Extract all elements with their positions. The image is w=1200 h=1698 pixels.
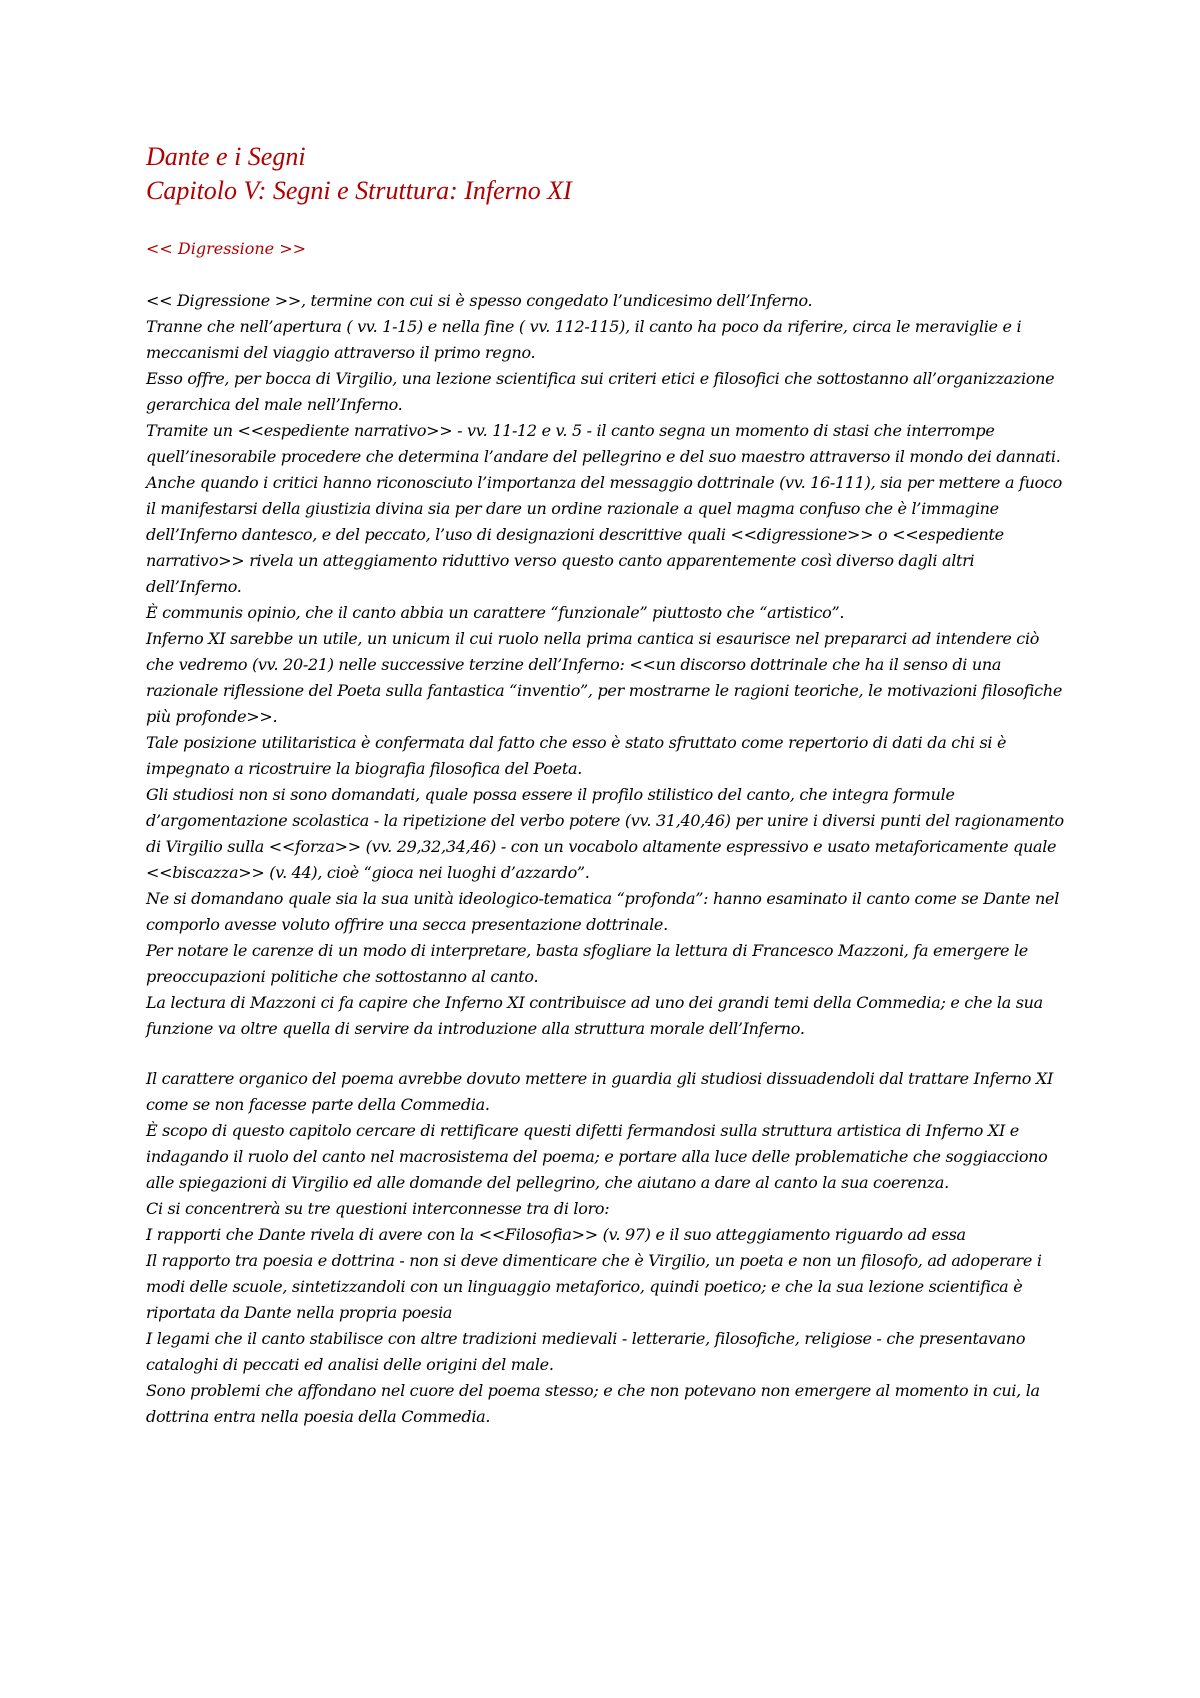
title-line-1: Dante e i Segni: [146, 142, 306, 171]
paragraph: È scopo di questo capitolo cercare di rettificare questi difetti fermandosi sulla struttura artistica di Inferno XI e indagando il ruolo del canto nel macrosistema del poema; e portare alla luce delle problematiche che soggiacciono alle spiegazioni di Virgilio ed alle domande del pellegrino, che aiutano a dare al canto la sua coerenza.: [146, 1121, 1048, 1192]
text-block: [146, 288, 1066, 1042]
paragraph: << Digressione >>, termine con cui si è spesso congedato l’undicesimo dell’Inferno.: [146, 291, 813, 310]
paragraph: Il carattere organico del poema avrebbe dovuto mettere in guardia gli studiosi dissuadendoli dal trattare Inferno XI come se non facesse parte della Commedia.: [146, 1069, 1054, 1114]
paragraph: La lectura di Mazzoni ci fa capire che Inferno XI contribuisce ad uno dei grandi temi della Commedia; e che la sua funzione va oltre quella di servire da introduzione alla struttura morale dell’Inferno.: [146, 993, 1043, 1038]
paragraph: Gli studiosi non si sono domandati, quale possa essere il profilo stilistico del canto, che integra formule d’argomentazione scolastica - la ripetizione del verbo potere (vv. 31,40,46) per unire i diversi punti del ragionamento di Virgilio sulla <<forza>> (vv. 29,32,34,46) - con un vocabolo altamente espressivo e usato metaforicamente quale <<biscazza>> (v. 44), cioè “gioca nei luoghi d’azzardo”.: [146, 785, 1064, 882]
document-title: [146, 140, 1066, 208]
paragraph: Il rapporto tra poesia e dottrina - non si deve dimenticare che è Virgilio, un poeta e non un filosofo, ad adoperare i modi delle scuole, sintetizzandoli con un linguaggio metaforico, quindi poetico; e che la sua lezione scientifica è riportata da Dante nella propria poesia: [146, 1251, 1042, 1322]
paragraph: Ci si concentrerà su tre questioni interconnesse tra di loro:: [146, 1199, 610, 1218]
section-heading: << Digressione >>: [146, 239, 307, 258]
paragraph: Tale posizione utilitaristica è confermata dal fatto che esso è stato sfruttato come repertorio di dati da chi si è impegnato a ricostruire la biografia filosofica del Poeta.: [146, 733, 1007, 778]
paragraph: Per notare le carenze di un modo di interpretare, basta sfogliare la lettura di Francesco Mazzoni, fa emergere le preoccupazioni politiche che sottostanno al canto.: [146, 941, 1028, 986]
paragraph: I rapporti che Dante rivela di avere con la <<Filosofia>> (v. 97) e il suo atteggiamento riguardo ad essa: [146, 1225, 966, 1244]
paragraph: Tramite un <<espediente narrativo>> - vv. 11-12 e v. 5 - il canto segna un momento di stasi che interrompe quell’inesorabile procedere che determina l’andare del pellegrino e del suo maestro attraverso il mondo dei dannati.: [146, 421, 1061, 466]
text-block: [146, 1066, 1066, 1430]
paragraph: Tranne che nell’apertura ( vv. 1-15) e nella fine ( vv. 112-115), il canto ha poco da riferire, circa le meraviglie e i meccanismi del viaggio attraverso il primo regno.: [146, 317, 1022, 362]
paragraph: Inferno XI sarebbe un utile, un unicum il cui ruolo nella prima cantica si esaurisce nel prepararci ad intendere ciò che vedremo (vv. 20-21) nelle successive terzine dell’Inferno: <<un discorso dottrinale che ha il senso di una razionale riflessione del Poeta sulla fantastica “inventio”, per mostrarne le ragioni teoriche, le motivazioni filosofiche più profonde>>.: [146, 629, 1063, 726]
paragraph: Anche quando i critici hanno riconosciuto l’importanza del messaggio dottrinale (vv. 16-111), sia per mettere a fuoco il manifestarsi della giustizia divina sia per dare un ordine razionale a quel magma confuso che è l’immagine dell’Inferno dantesco, e del peccato, l’uso di designazioni descrittive quali <<digressione>> o <<espediente narrativo>> rivela un atteggiamento riduttivo verso questo canto apparentemente così diverso dagli altri dell’Inferno.: [146, 473, 1062, 596]
paragraph: I legami che il canto stabilisce con altre tradizioni medievali - letterarie, filosofiche, religiose - che presentavano cataloghi di peccati ed analisi delle origini del male.: [146, 1329, 1026, 1374]
body-text: [146, 288, 1066, 1430]
paragraph: Ne si domandano quale sia la sua unità ideologico-tematica “profonda”: hanno esaminato il canto come se Dante nel comporlo avesse voluto offrire una secca presentazione dottrinale.: [146, 889, 1060, 934]
paragraph: Sono problemi che affondano nel cuore del poema stesso; e che non potevano non emergere al momento in cui, la dottrina entra nella poesia della Commedia.: [146, 1381, 1040, 1426]
document-page: [146, 140, 1066, 1454]
title-line-2: Capitolo V: Segni e Struttura: Inferno XI: [146, 176, 572, 205]
paragraph: Esso offre, per bocca di Virgilio, una lezione scientifica sui criteri etici e filosofici che sottostanno all’organizzazione gerarchica del male nell’Inferno.: [146, 369, 1055, 414]
paragraph: È communis opinio, che il canto abbia un carattere “funzionale” piuttosto che “artistico”.: [146, 603, 845, 622]
